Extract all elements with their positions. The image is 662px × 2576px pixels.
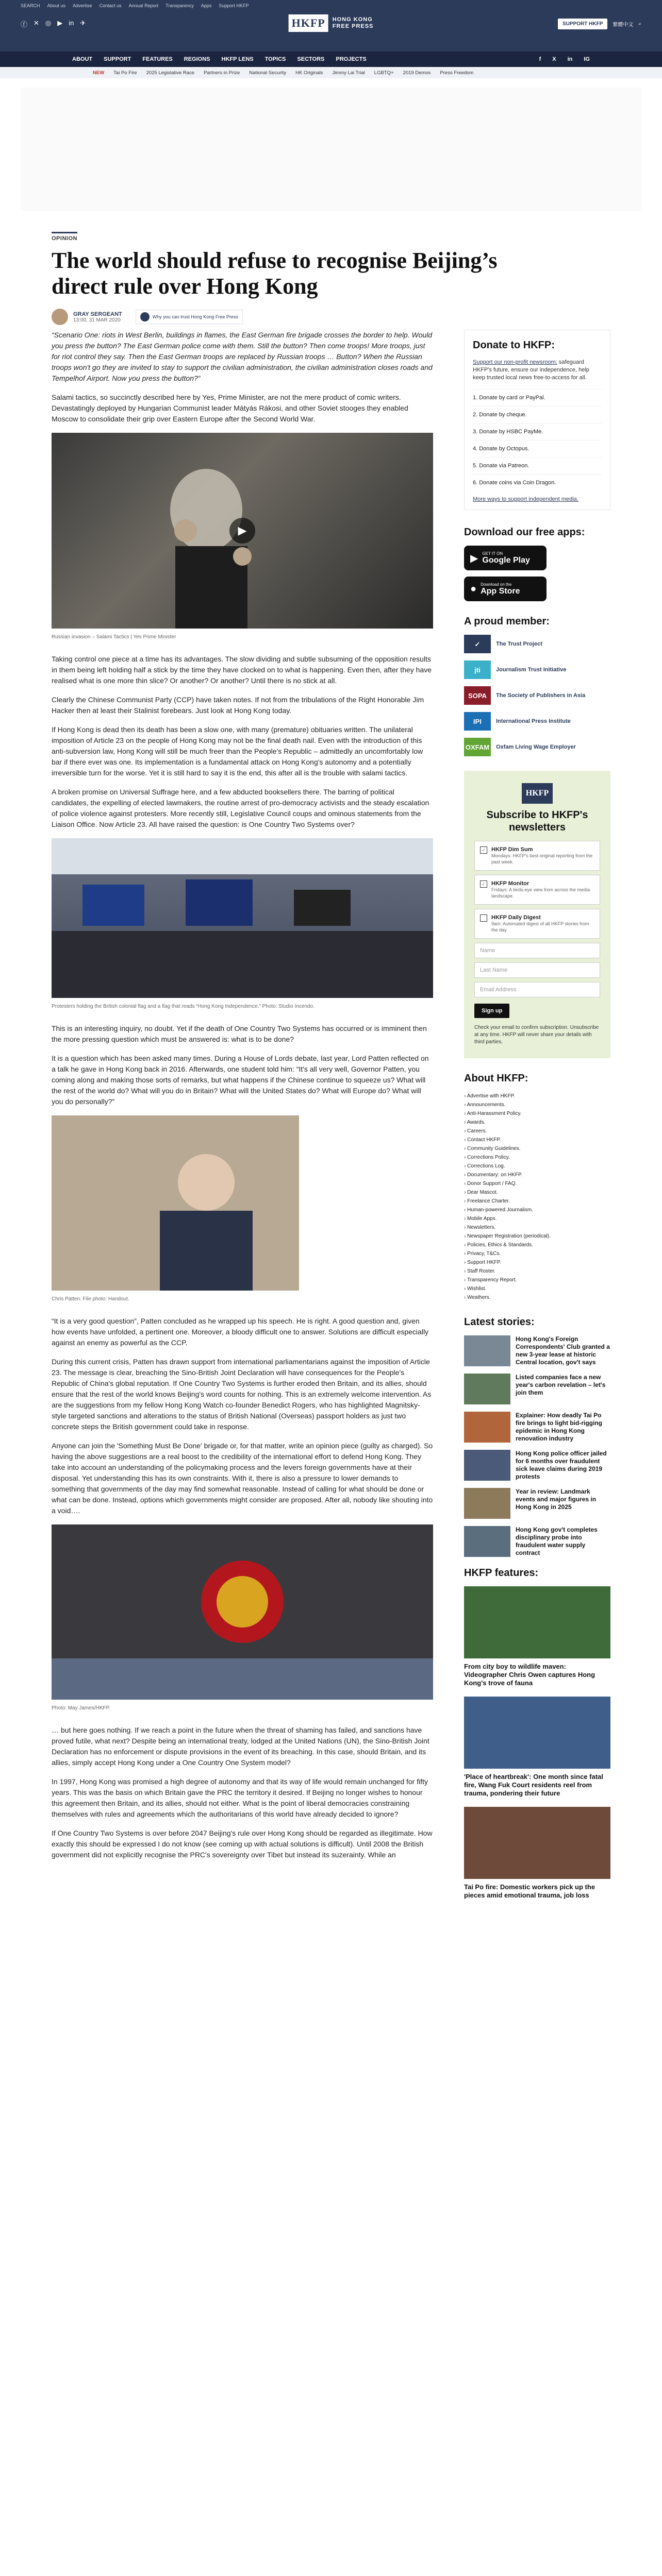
feature-story[interactable] bbox=[464, 1807, 610, 1900]
paragraph: In 1997, Hong Kong was promised a high degree of autonomy and that its way of life would remain unchanged for fifty years. This was the basis on which Britain gave the PRC the territory it desired. If Beijing no longer wishes to honour this agreement then Britain, and its allies, should not either. What is the point of liberal democracies constraining themselves with rules and agreements which the authoritarians of this world have already decided to ignore? bbox=[52, 1777, 428, 1818]
story-thumbnail bbox=[464, 1374, 510, 1404]
paragraph: Salami tactics, so succinctly described here by Yes, Prime Minister, are not the mere product of comic writers. Devastatingly deployed by Hungarian Communist leader Mátyás Rákosi, and other Soviet stooges they enabled Moscow to consolidate their grip over Eastern Europe after the Second World War. bbox=[52, 393, 408, 423]
about-link[interactable]: › Mobile Apps. bbox=[464, 1214, 610, 1223]
donate-option[interactable]: 5. Donate via Patreon. bbox=[473, 457, 602, 474]
utility-bar bbox=[0, 0, 662, 11]
video-embed[interactable] bbox=[52, 433, 433, 629]
new-badge: NEW bbox=[93, 70, 105, 76]
about-link[interactable]: › Anti-Harassment Policy. bbox=[464, 1109, 610, 1118]
donate-intro: Support our non-profit newsroom: safeguard HKFP's future, ensure our independence, help keep trusted local news free-to-access for all. bbox=[473, 359, 589, 381]
latest-story[interactable] bbox=[464, 1412, 610, 1443]
donate-intro-link[interactable]: Support our non-profit newsroom: bbox=[473, 359, 557, 365]
nav-facebook-icon[interactable]: f bbox=[539, 56, 541, 62]
nav-regions[interactable]: REGIONS bbox=[184, 56, 210, 62]
about-link[interactable]: › Staff Roster. bbox=[464, 1267, 610, 1276]
nav-projects[interactable]: PROJECTS bbox=[336, 56, 367, 62]
x-icon[interactable]: ✕ bbox=[34, 19, 39, 27]
trending-link[interactable]: National Security bbox=[249, 70, 287, 76]
article-header bbox=[52, 232, 619, 325]
donate-heading: Donate to HKFP: bbox=[473, 340, 555, 351]
story-thumbnail bbox=[464, 1526, 510, 1557]
about-link[interactable]: › Announcements. bbox=[464, 1100, 610, 1109]
transparency-link[interactable]: Transparency bbox=[166, 3, 194, 8]
trending-link[interactable]: HK Originals bbox=[295, 70, 323, 76]
apps-widget bbox=[464, 527, 610, 601]
nav-features[interactable]: FEATURES bbox=[142, 56, 173, 62]
donate-option[interactable]: 1. Donate by card or PayPal. bbox=[473, 389, 602, 406]
about-link[interactable]: › Corrections Policy. bbox=[464, 1153, 610, 1162]
paragraph: Anyone can join the 'Something Must Be Done' brigade or, for that matter, write an opinion piece (guilty as charged). So having the above suggestions are a real boost to the credibility of the international effort to defend Hong Kong. They take into account an understanding of the policymaking process and the levers foreign governments have at their disposal. Yet understanding this has its own constraints. With it, there is also a pressure to lower demands to something that governments of the day may find somewhat reasonable. Instead of calling for what should be done or what can be done. Instead, options which governments might consider are proposed. After all, nobody like shouting into a void…. bbox=[52, 1442, 433, 1515]
paragraph: During this current crisis, Patten has drawn support from international parliamentarians against the imposition of Article 23. The message is clear, breaching the Sino-British Joint Declaration will have consequences for the People's Republic of China's global reputation. If One Country Two Systems is further eroded then Britain, and its allies, should ensure that the rest of the world knows Beijing's word counts for nothing. This is an extremely welcome intervention. As are the suggestions from my fellow Hong Kong Watch co-founder Benedict Rogers, who has highlighted Magnitsky-style targeted sanctions and alterations to the status of British National (Overseas) passport holders as just two concrete steps the British government could take in response. bbox=[52, 1358, 432, 1431]
author-name[interactable]: GRAY SERGEANT bbox=[73, 311, 122, 317]
image-caption: Russian invasion – Salami Tactics | Yes Prime Minister bbox=[52, 634, 176, 640]
checkbox[interactable]: ✓ bbox=[480, 846, 487, 854]
about-link[interactable]: › Corrections Log. bbox=[464, 1162, 610, 1171]
trending-link[interactable]: Partners in Prize bbox=[204, 70, 240, 76]
story-thumbnail bbox=[464, 1335, 510, 1366]
nav-linkedin-icon[interactable]: in bbox=[567, 56, 573, 62]
members-heading: A proud member: bbox=[464, 616, 550, 627]
paragraph: Taking control one piece at a time has its advantages. The slow dividing and subtle subsuming of the opposition results in them being left holding half a stick by the time they have clocked on to what is happening. Even then, after they have realised what is one more thin slice? Or another? Or another? Until there is no stick at all. bbox=[52, 655, 432, 685]
site-logo[interactable] bbox=[289, 14, 374, 32]
feature-image bbox=[464, 1697, 610, 1769]
site-header bbox=[0, 0, 662, 52]
name-field[interactable]: Name bbox=[474, 943, 600, 958]
features-list bbox=[464, 1586, 610, 1900]
donate-option[interactable]: 2. Donate by cheque. bbox=[473, 406, 602, 423]
donate-option[interactable]: 6. Donate coins via Coin Dragon. bbox=[473, 474, 602, 491]
image-caption: Protesters holding the British colonial flag and a flag that reads “Hong Kong Independence.” Photo: Studio Incendo. bbox=[52, 1004, 315, 1009]
newsletter-widget bbox=[464, 771, 610, 1058]
youtube-icon[interactable]: ▶ bbox=[57, 19, 63, 27]
member-oxfam[interactable]: OXFAM Oxfam Living Wage Employer bbox=[464, 738, 610, 756]
linkedin-icon[interactable]: in bbox=[69, 19, 74, 27]
story-thumbnail bbox=[464, 1450, 510, 1481]
main-nav bbox=[0, 52, 662, 67]
newsletter-option-dim-sum[interactable]: ✓ HKFP Dim Sum Mondays: HKFP's best original reporting from the past week. bbox=[474, 841, 600, 871]
contact-link[interactable]: Contact us bbox=[99, 3, 122, 8]
sopa-logo: SOPA bbox=[464, 686, 491, 705]
about-widget bbox=[464, 1073, 610, 1302]
newsletter-option-monitor[interactable]: ✓ HKFP Monitor Fridays: A birds-eye view from across the media landscape. bbox=[474, 875, 600, 905]
story-title: Hong Kong's Foreign Correspondents' Club granted a new 3-year lease at historic Central location, gov't says bbox=[516, 1335, 610, 1366]
facebook-icon[interactable]: ⓕ bbox=[21, 20, 28, 28]
byline bbox=[52, 309, 619, 325]
story-title: Listed companies face a new year's carbon revelation – let's join them bbox=[516, 1374, 606, 1396]
member-ipi[interactable]: IPI International Press Institute bbox=[464, 712, 610, 731]
features-widget bbox=[464, 1567, 610, 1900]
nav-x-icon[interactable]: X bbox=[552, 56, 556, 62]
about-link[interactable]: › Newspaper Registration (periodical). bbox=[464, 1232, 610, 1241]
play-icon[interactable]: ▶ bbox=[229, 518, 255, 544]
article-body bbox=[52, 330, 433, 1869]
donate-option[interactable]: 4. Donate by Octopus. bbox=[473, 440, 602, 457]
nav-about[interactable]: ABOUT bbox=[72, 56, 93, 62]
latest-widget bbox=[464, 1316, 610, 1557]
story-thumbnail bbox=[464, 1412, 510, 1443]
author-avatar bbox=[52, 309, 68, 325]
paragraph: It is a question which has been asked many times. During a House of Lords debate, last year, Lord Patten reflected on a talk he gave in Hong Kong back in 2016. Afterwards, one student told him: “It's all very well, Governor Patten, you coming along and making those sorts of remarks, but what happens if the Chinese continue to squeeze us? What will the rest of the world do? What will you do in Britain? What will the United States do? What will Europe do? What will you do personally?” bbox=[52, 1054, 429, 1106]
nav-instagram-icon[interactable]: IG bbox=[584, 56, 590, 62]
patten-photo bbox=[52, 1115, 299, 1291]
paragraph: This is an interesting inquiry, no doubt. Yet if the death of One Country Two Systems has occurred or is imminent then the more pressing question which must be answered is: what is to be done? bbox=[52, 1024, 427, 1043]
paragraph: Clearly the Chinese Communist Party (CCP) have taken notes. If not from the tribulations of the Right Honorable Jim Hacker then at least their Stalinist forebears. Just look at Hong Kong today. bbox=[52, 696, 424, 715]
search-link[interactable]: SEARCH bbox=[21, 3, 40, 8]
paragraph: If Hong Kong is dead then its death has been a slow one, with many (premature) obituaries written. The unilateral imposition of Article 23 on the people of Hong Kong may not be the final death nail. Even with the introduction of this anti-subversion law, Hong Kong will still be much freer than the People's Republic – admittedly an uncomfortably low bar if there ever was one. Its implementation is a fundamental attack on Hong Kong's autonomy and a potentially irreversible turn for the worse. Yet it is still hard to say it is the end, this after all is the trouble with salami tactics. bbox=[52, 725, 423, 777]
about-link[interactable]: › Transparency Report. bbox=[464, 1276, 610, 1284]
nav-topics[interactable]: TOPICS bbox=[264, 56, 286, 62]
paragraph: “Scenario One: riots in West Berlin, buildings in flames, the East German fire brigade crosses the border to help. Would you press the button? The East German police come with them. Still the button? Then come troops! More troops, just for riot control they say. Then the East German troops are replaced by Russian troops … Button? When the Russian troops won't go they are invited to stay to support the civilian administration, the civilian administration closes roads and Tempelhof Airport. Now you press the button?” bbox=[52, 331, 433, 382]
section-kicker[interactable]: OPINION bbox=[52, 232, 77, 242]
trending-link[interactable]: Press Freedom bbox=[440, 70, 474, 76]
nav-support[interactable]: SUPPORT bbox=[104, 56, 131, 62]
apple-icon: ● bbox=[470, 583, 477, 595]
google-play-icon: ▶ bbox=[470, 552, 478, 564]
trending-link[interactable]: 2019 Demos bbox=[403, 70, 431, 76]
checkbox[interactable] bbox=[480, 914, 487, 922]
logo-mark: HKFP bbox=[289, 14, 328, 32]
about-link[interactable]: › Newsletters. bbox=[464, 1223, 610, 1232]
story-title: Year in review: Landmark events and major figures in Hong Kong in 2025 bbox=[516, 1488, 597, 1511]
nav-sectors[interactable]: SECTORS bbox=[297, 56, 325, 62]
paragraph: A broken promise on Universal Suffrage here, and a few abducted booksellers there. The barring of political candidates, the expelling of elected lawmakers, the routine arrest of pro-democracy activists and the steady escalation of police violence against protesters. More recently still, Legislative Council coups and ominous statements from the Liaison Office. Now Article 23. All have raised the question: is One Country Two Systems over? bbox=[52, 788, 429, 828]
donate-widget bbox=[464, 330, 610, 510]
newsletter-option-digest[interactable]: HKFP Daily Digest 9am: Automated digest of all HKFP stories from the day. bbox=[474, 909, 600, 939]
about-link[interactable]: › Donor Support / FAQ. bbox=[464, 1179, 610, 1188]
instagram-icon[interactable]: ◎ bbox=[45, 19, 52, 27]
about-link[interactable]: › Dear Mascot. bbox=[464, 1188, 610, 1197]
app-store-button[interactable]: ● Download on the App Store bbox=[464, 577, 547, 601]
trust-link[interactable] bbox=[136, 310, 243, 324]
support-button[interactable]: SUPPORT HKFP bbox=[558, 19, 607, 29]
story-thumbnail bbox=[464, 1488, 510, 1519]
latest-story[interactable] bbox=[464, 1335, 610, 1366]
emblem-illustration bbox=[52, 1524, 433, 1700]
trust-icon bbox=[140, 312, 150, 321]
feature-title: From city boy to wildlife maven: Videographer Chris Owen captures Hong Kong's trove of fauna bbox=[464, 1663, 595, 1687]
about-link[interactable]: › Privacy, T&Cs. bbox=[464, 1249, 610, 1258]
newsletter-note: Check your email to confirm subscription. Unsubscribe at any time. HKFP will never share your details with third parties. bbox=[474, 1025, 599, 1045]
oxfam-logo: OXFAM bbox=[464, 738, 491, 756]
about-link[interactable]: › Advertise with HKFP. bbox=[464, 1092, 610, 1100]
email-field[interactable]: Email Address bbox=[474, 982, 600, 997]
newsletter-logo: HKFP bbox=[522, 783, 553, 804]
membership-widget bbox=[464, 616, 610, 756]
trending-link[interactable]: Tai Po Fire bbox=[113, 70, 137, 76]
feature-title: Tai Po fire: Domestic workers pick up the pieces amid emotional trauma, job loss bbox=[464, 1883, 595, 1899]
apps-link[interactable]: Apps bbox=[201, 3, 212, 8]
about-link[interactable]: › Careers. bbox=[464, 1127, 610, 1136]
feature-title: 'Place of heartbreak': One month since fatal fire, Wang Fuk Court residents reel from trauma, pondering their future bbox=[464, 1773, 603, 1797]
annual-report-link[interactable]: Annual Report bbox=[128, 3, 159, 8]
trending-bar bbox=[0, 67, 662, 78]
signup-button[interactable]: Sign up bbox=[474, 1004, 509, 1018]
social-icons bbox=[21, 19, 86, 29]
latest-list bbox=[464, 1335, 610, 1557]
feature-image bbox=[464, 1807, 610, 1879]
about-link[interactable]: About us bbox=[47, 3, 66, 8]
image-caption: Chris Patten. File photo: Handout. bbox=[52, 1296, 129, 1302]
latest-heading: Latest stories: bbox=[464, 1316, 535, 1328]
paragraph: If One Country Two Systems is over before 2047 Beijing's rule over Hong Kong should be regarded as illegitimate. How exactly this should be expressed I do not know (see coming up with actual solutions is difficult). Until 2008 the British government did not explicitly recognise the PRC's sovereignty over Tibet but instead its suzerainty. While an bbox=[52, 1829, 433, 1859]
about-link[interactable]: › Contact HKFP. bbox=[464, 1136, 610, 1144]
sidebar bbox=[464, 330, 610, 1909]
story-title: Hong Kong gov't completes disciplinary probe into fraudulent water supply contract bbox=[516, 1526, 598, 1556]
trending-link[interactable]: LGBTQ+ bbox=[374, 70, 394, 76]
latest-story[interactable] bbox=[464, 1374, 610, 1404]
telegram-icon[interactable]: ✈ bbox=[80, 19, 86, 27]
language-toggle[interactable]: 繁體中文 bbox=[613, 22, 634, 28]
features-heading: HKFP features: bbox=[464, 1567, 539, 1579]
about-link[interactable]: › Policies, Ethics & Standards. bbox=[464, 1241, 610, 1249]
about-link[interactable]: › Human-powered Journalism. bbox=[464, 1206, 610, 1214]
about-heading: About HKFP: bbox=[464, 1073, 528, 1084]
member-trust-project[interactable]: ✓ The Trust Project bbox=[464, 635, 610, 653]
about-link[interactable]: › Freelance Charter. bbox=[464, 1197, 610, 1206]
protest-photo bbox=[52, 838, 433, 998]
trending-link[interactable]: Jimmy Lai Trial bbox=[332, 70, 365, 76]
feature-story[interactable] bbox=[464, 1697, 610, 1798]
more-ways-link[interactable]: More ways to support independent media. bbox=[473, 496, 578, 502]
search-icon[interactable]: ⌕ bbox=[638, 21, 641, 27]
story-title: Explainer: How deadly Tai Po fire brings to light bid-rigging epidemic in Hong Kong renovation industry bbox=[516, 1412, 602, 1442]
about-link[interactable]: › Documentary: on HKFP. bbox=[464, 1171, 610, 1179]
about-link[interactable]: › Wishlist. bbox=[464, 1284, 610, 1293]
member-sopa[interactable]: SOPA The Society of Publishers in Asia bbox=[464, 686, 610, 705]
portrait-illustration bbox=[52, 1115, 299, 1291]
last-name-field[interactable]: Last Name bbox=[474, 962, 600, 978]
checkbox[interactable]: ✓ bbox=[480, 880, 487, 888]
member-jti[interactable]: jti Journalism Trust Initiative bbox=[464, 660, 610, 679]
nav-hkfp-lens[interactable]: HKFP LENS bbox=[221, 56, 254, 62]
about-link[interactable]: › Awards. bbox=[464, 1118, 610, 1127]
protest-illustration bbox=[52, 838, 433, 998]
donate-option[interactable]: 3. Donate by HSBC PayMe. bbox=[473, 423, 602, 440]
latest-story[interactable] bbox=[464, 1526, 610, 1557]
feature-image bbox=[464, 1586, 610, 1658]
liaison-office-photo bbox=[52, 1524, 433, 1700]
about-link[interactable]: › Support HKFP. bbox=[464, 1258, 610, 1267]
google-play-button[interactable]: ▶ GET IT ON Google Play bbox=[464, 546, 547, 570]
about-link[interactable]: › Weathers. bbox=[464, 1293, 610, 1302]
paragraph: “It is a very good question”, Patten concluded as he wrapped up his speech. He is right. A good question and, given how events have unfolded, a pertinent one. Moreover, a bloody difficult one to answer. Solutions are difficult especially against an enemy as powerful as the CCP. bbox=[52, 1317, 429, 1347]
latest-story[interactable] bbox=[464, 1488, 610, 1519]
image-caption: Photo: May James/HKFP. bbox=[52, 1705, 110, 1711]
ipi-logo: IPI bbox=[464, 712, 491, 731]
jti-logo: jti bbox=[464, 660, 491, 679]
apps-heading: Download our free apps: bbox=[464, 527, 585, 538]
latest-story[interactable] bbox=[464, 1450, 610, 1481]
ad-space bbox=[21, 88, 641, 211]
story-title: Hong Kong police officer jailed for 6 months over fraudulent sick leave claims during 2019 protests bbox=[516, 1450, 607, 1480]
about-link[interactable]: › Community Guidelines. bbox=[464, 1144, 610, 1153]
trust-label: Why you can trust Hong Kong Free Press bbox=[152, 314, 238, 319]
about-list bbox=[464, 1092, 610, 1302]
advertise-link[interactable]: Advertise bbox=[73, 3, 92, 8]
article-title: The world should refuse to recognise Beijing’s direct rule over Hong Kong bbox=[52, 248, 498, 299]
trending-link[interactable]: 2025 Legislative Race bbox=[146, 70, 195, 76]
logo-wordmark: HONG KONG FREE PRESS bbox=[332, 16, 374, 29]
paragraph: … but here goes nothing. If we reach a point in the future when the threat of shaming has failed, and sanctions have proved futile, what next? Despite being an international treaty, lodged at the United Nations (UN), the Sino-British Joint Declaration has no enforcement or dispute provisions in the event of its breaching. In this case, should Britain, and its allies, simply accept Hong Kong under a One Country One System model? bbox=[52, 1726, 429, 1767]
newsletter-title: Subscribe to HKFP's newsletters bbox=[486, 809, 588, 833]
feature-story[interactable] bbox=[464, 1586, 610, 1687]
support-link[interactable]: Support HKFP bbox=[219, 3, 249, 8]
trust-project-logo: ✓ bbox=[464, 635, 491, 653]
publish-date: 13:00, 31 MAR 2020 bbox=[73, 317, 121, 323]
